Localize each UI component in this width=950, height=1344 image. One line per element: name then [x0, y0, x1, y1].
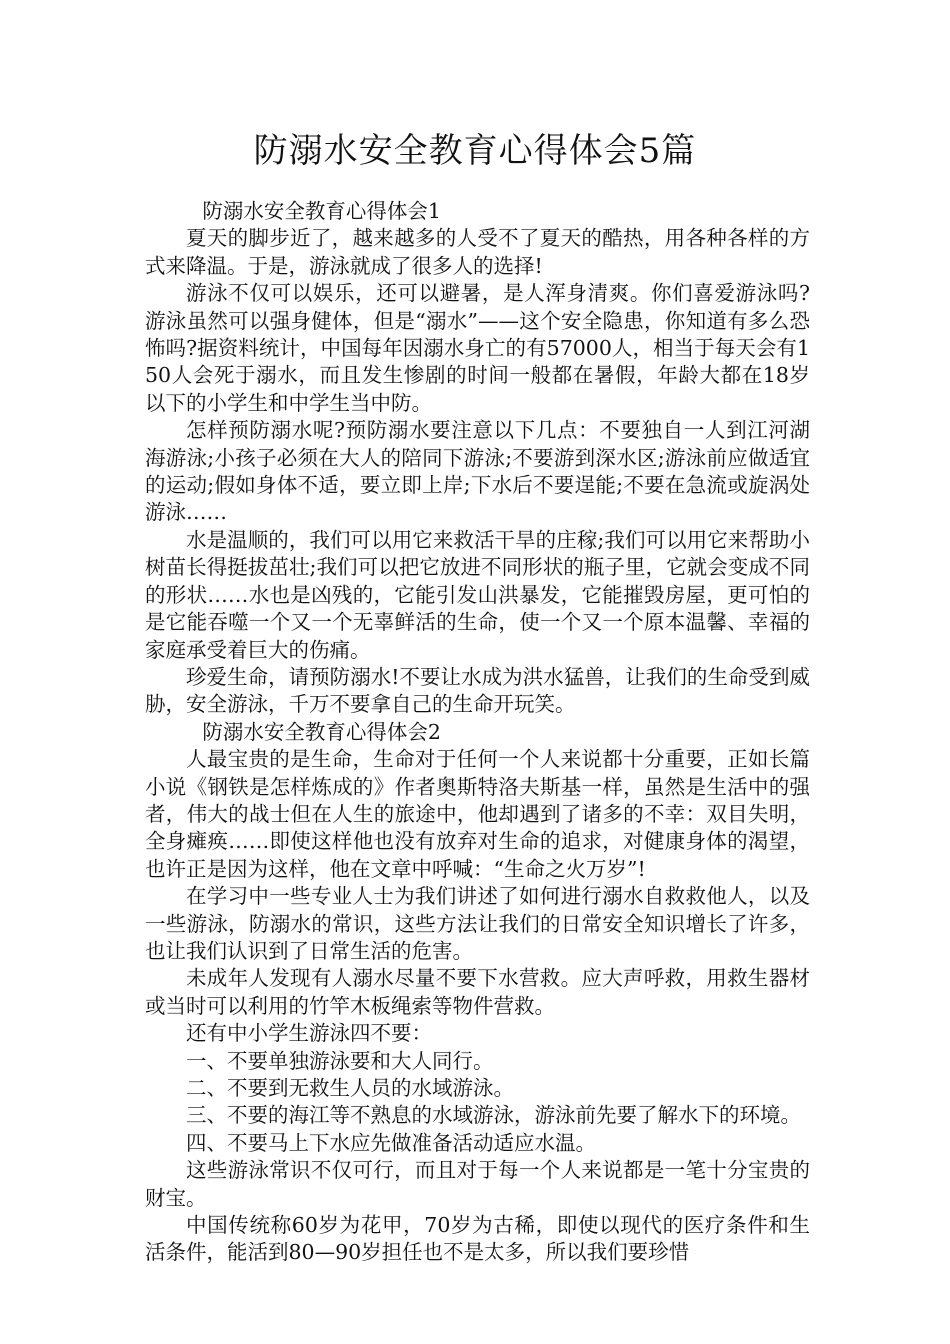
list-item: 三、不要的海江等不熟息的水域游泳，游泳前先要了解水下的环境。 [186, 1103, 801, 1128]
paragraph: 夏天的脚步近了，越来越多的人受不了夏天的酷热，用各种各样的方式来降温。于是，游泳就成了很多人的选择! [145, 226, 810, 278]
paragraph: 未成年人发现有人溺水尽量不要下水营救。应大声呼救，用救生器材或当时可以利用的竹竿木板绳索等物件营救。 [145, 966, 810, 1018]
document-body [145, 198, 810, 1267]
list-item: 二、不要到无救生人员的水域游泳。 [186, 1076, 514, 1100]
paragraph: 这些游泳常识不仅可行，而且对于每一个人来说都是一笔十分宝贵的财宝。 [145, 1158, 810, 1210]
paragraph: 怎样预防溺水呢?预防溺水要注意以下几点：不要独自一人到江河湖海游泳;小孩子必须在大人的陪同下游泳;不要游到深水区;游泳前应做适宜的运动;假如身体不适，要立即上岸;下水后不要逞能;不要在急流或旋涡处游泳…… [145, 418, 810, 525]
paragraph: 人最宝贵的是生命，生命对于任何一个人来说都十分重要，正如长篇小说《钢铁是怎样炼成的》作者奥斯特洛夫斯基一样，虽然是生活中的强者，伟大的战士但在人生的旅途中，他却遇到了诸多的不幸：双目失明，全身瘫痪……即使这样他也没有放弃对生命的追求，对健康身体的渴望，也许正是因为这样，他在文章中呼喊：“生命之火万岁”! [145, 747, 810, 881]
section-heading-2: 防溺水安全教育心得体会2 [202, 719, 441, 744]
list-item: 四、不要马上下水应先做准备活动适应水温。 [186, 1130, 596, 1155]
paragraph: 游泳不仅可以娱乐，还可以避暑，是人浑身清爽。你们喜爱游泳吗?游泳虽然可以强身健体，但是“溺水”——这个安全隐患，你知道有多么恐怖吗?据资料统计，中国每年因溺水身亡的有57000人，相当于每天会有150人会死于溺水，而且发生惨剧的时间一般都在暑假，年龄大都在18岁以下的小学生和中学生当中防。 [145, 281, 810, 415]
section-heading-1: 防溺水安全教育心得体会1 [202, 199, 441, 223]
paragraph: 在学习中一些专业人士为我们讲述了如何进行溺水自救救他人，以及一些游泳，防溺水的常识，这些方法让我们的日常安全知识增长了许多，也让我们认识到了日常生活的危害。 [145, 884, 810, 963]
paragraph: 珍爱生命，请预防溺水!不要让水成为洪水猛兽，让我们的生命受到威胁，安全游泳，千万不要拿自己的生命开玩笑。 [145, 664, 810, 717]
document-title: 防溺水安全教育心得体会5篇 [253, 131, 697, 171]
paragraph: 水是温顺的，我们可以用它来救活干旱的庄稼;我们可以用它来帮助小树苗长得挺拔茁壮;我们可以把它放进不同形状的瓶子里，它就会变成不同的形状……水也是凶残的，它能引发山洪暴发，它能摧毁房屋，更可怕的是它能吞噬一个又一个无辜鲜活的生命，使一个又一个原本温馨、幸福的家庭承受着巨大的伤痛。 [145, 527, 810, 662]
paragraph: 中国传统称60岁为花甲，70岁为古稀，即使以现代的医疗条件和生活条件，能活到80—90岁担任也不是太多，所以我们要珍惜 [145, 1213, 810, 1265]
paragraph: 还有中小学生游泳四不要： [186, 1021, 432, 1046]
list-item: 一、不要单独游泳要和大人同行。 [186, 1048, 494, 1073]
